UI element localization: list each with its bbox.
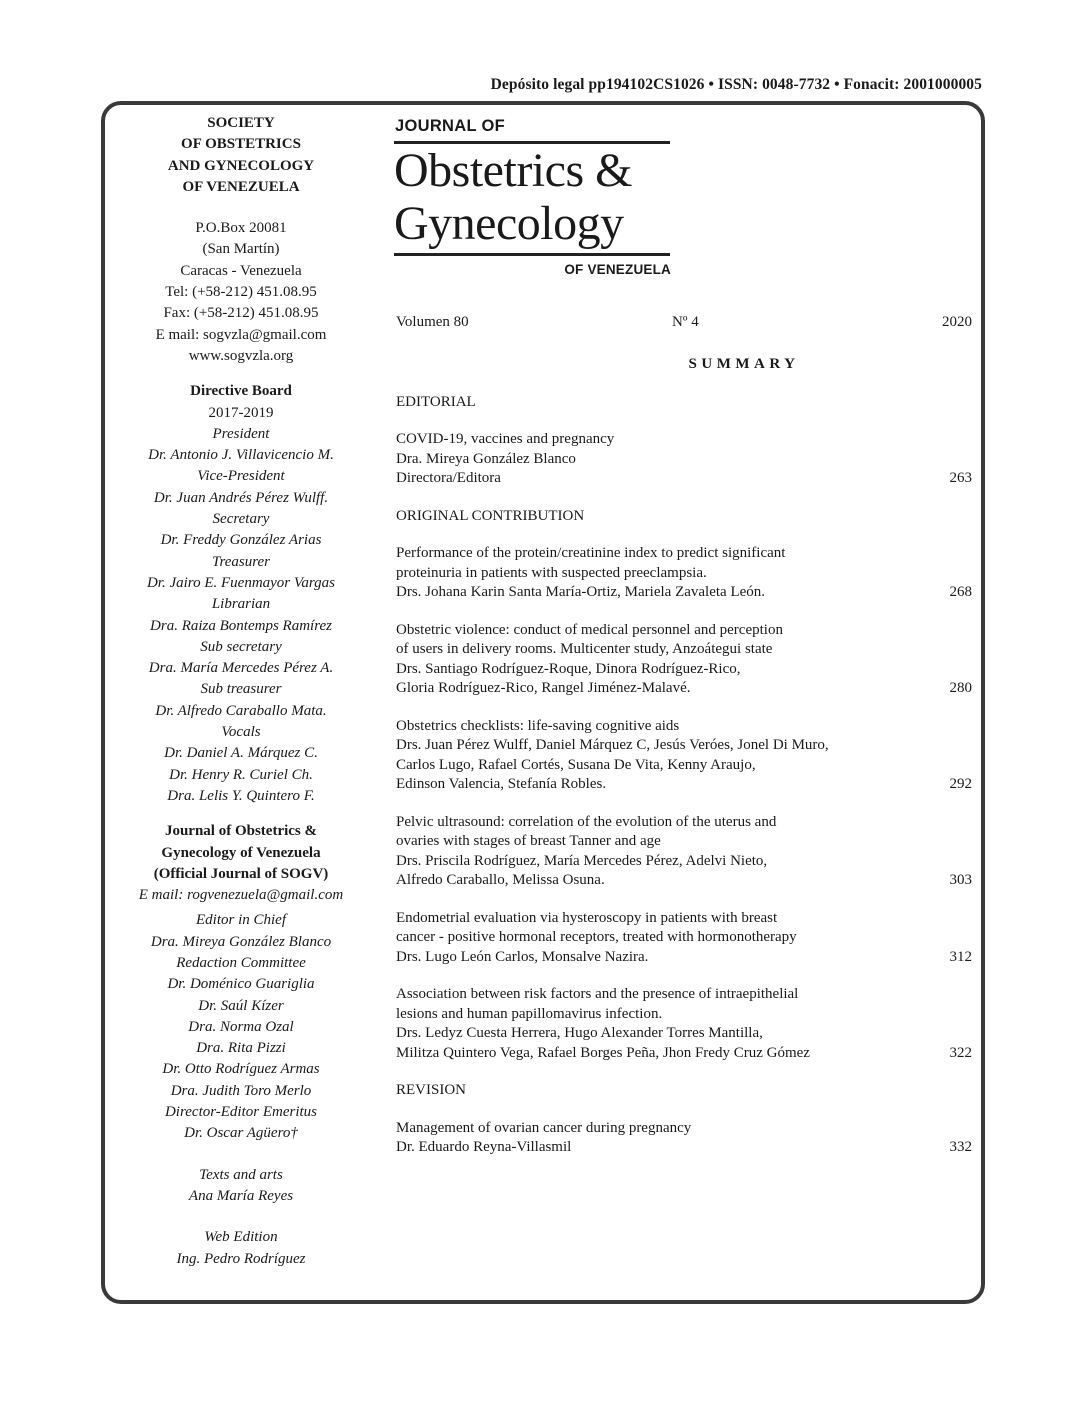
editorial-staff xyxy=(102,910,380,1144)
entry-text-line: Edinson Valencia, Stefanía Robles. xyxy=(396,776,607,792)
table-of-contents xyxy=(396,313,972,1158)
entry-text-line: Directora/Editora xyxy=(396,470,501,486)
entry-text-line: Dra. Mireya González Blanco xyxy=(396,450,576,467)
board-role: Vocals xyxy=(221,724,261,741)
staff-role: Editor in Chief xyxy=(196,912,286,929)
toc-entry xyxy=(396,813,972,891)
texts-and-arts xyxy=(102,1165,380,1208)
address-line: (San Martín) xyxy=(202,241,280,258)
entry-text-line: Drs. Santiago Rodríguez-Roque, Dinora Rodríguez-Rico, xyxy=(396,660,741,677)
board-member: Dra. Lelis Y. Quintero F. xyxy=(167,787,315,804)
entry-title-line: Management of ovarian cancer during pregnancy xyxy=(396,1119,692,1136)
section-heading: REVISION xyxy=(396,1082,466,1098)
board-role: President xyxy=(212,425,270,442)
society-line: SOCIETY xyxy=(207,115,275,131)
staff-member: Dra. Mireya González Blanco xyxy=(150,933,332,950)
society-address xyxy=(102,218,380,367)
journal-title-line: (Official Journal of SOGV) xyxy=(153,865,329,882)
page-number: 268 xyxy=(949,584,972,600)
staff-member: Dra. Rita Pizzi xyxy=(196,1040,286,1057)
entry-text-line: Drs. Ledyz Cuesta Herrera, Hugo Alexander Torres Mantilla, xyxy=(396,1025,763,1041)
entry-title-line: Performance of the protein/creatinine index to predict significant xyxy=(396,545,786,561)
website-line: www.sogvzla.org xyxy=(188,347,294,364)
entry-text-line: Militza Quintero Vega, Rafael Borges Peña, Jhon Fredy Cruz Gómez xyxy=(396,1044,810,1061)
board-member: Dr. Antonio J. Villavicencio M. xyxy=(148,447,334,464)
entry-title-line: Endometrial evaluation via hysteroscopy in patients with breast xyxy=(396,909,778,926)
society-line: OF VENEZUELA xyxy=(182,178,300,195)
issue-year: 2020 xyxy=(942,314,972,330)
masthead-title-line2: Gynecology xyxy=(394,197,624,250)
masthead-rule-bottom xyxy=(394,253,670,256)
issue-number: Nº 4 xyxy=(672,314,699,330)
toc-entry xyxy=(396,544,972,603)
entry-title-line: Pelvic ultrasound: correlation of the evolution of the uterus and xyxy=(396,813,777,830)
staff-member: Dr. Doménico Guariglia xyxy=(167,976,315,993)
board-role: Librarian xyxy=(211,596,271,613)
entry-text-line: Drs. Juan Pérez Wulff, Daniel Márquez C, Jesús Veróes, Jonel Di Muro, xyxy=(396,737,829,753)
page-number: 332 xyxy=(949,1139,972,1155)
summary-heading: SUMMARY xyxy=(688,356,800,372)
staff-member: Dr. Oscar Agüero† xyxy=(184,1125,298,1142)
toc-entry xyxy=(396,985,972,1063)
board-member: Dr. Alfredo Caraballo Mata. xyxy=(155,702,327,719)
entry-text-line: Carlos Lugo, Rafael Cortés, Susana De Vita, Kenny Araujo, xyxy=(396,756,756,773)
board-member: Dr. Freddy González Arias xyxy=(160,532,322,549)
phone-line: Tel: (+58-212) 451.08.95 xyxy=(165,284,317,301)
entry-text-line: ovaries with stages of breast Tanner and age xyxy=(396,833,661,849)
web-edition xyxy=(102,1227,380,1270)
entry-text-line: cancer - positive hormonal receptors, treated with hormonotherapy xyxy=(396,929,797,945)
society-name xyxy=(102,113,380,198)
entry-text-line: of users in delivery rooms. Multicenter study, Anzoátegui state xyxy=(396,641,773,657)
web-edition-name: Ing. Pedro Rodríguez xyxy=(176,1250,306,1267)
section-heading: ORIGINAL CONTRIBUTION xyxy=(396,507,585,524)
board-member: Dra. María Mercedes Pérez A. xyxy=(148,660,334,677)
legal-deposit-line: Depósito legal pp194102CS1026 • ISSN: 0048-7732 • Fonacit: 2001000005 xyxy=(490,76,982,93)
page-number: 312 xyxy=(949,948,972,965)
entry-text-line: Dr. Eduardo Reyna-Villasmil xyxy=(396,1139,572,1155)
web-edition-label: Web Edition xyxy=(204,1229,278,1246)
entry-title-line: Association between risk factors and the presence of intraepithelial xyxy=(396,986,799,1002)
board-role: Sub treasurer xyxy=(200,681,282,698)
board-role: Sub secretary xyxy=(200,638,282,655)
board-title: Directive Board xyxy=(190,383,292,400)
texts-arts-label: Texts and arts xyxy=(199,1166,283,1183)
board-member: Dra. Raiza Bontemps Ramírez xyxy=(150,617,332,634)
staff-member: Dra. Norma Ozal xyxy=(188,1018,294,1035)
page-number: 263 xyxy=(949,470,972,486)
page-number: 292 xyxy=(949,776,972,792)
page-number: 322 xyxy=(949,1044,972,1061)
entry-text-line: lesions and human papillomavirus infection. xyxy=(396,1005,663,1022)
toc-entry xyxy=(396,1119,972,1158)
board-member: Dr. Juan Andrés Pérez Wulff. xyxy=(153,489,329,506)
toc-entry xyxy=(396,621,972,699)
texts-arts-name: Ana María Reyes xyxy=(188,1187,294,1204)
journal-title-line: Gynecology of Venezuela xyxy=(161,844,321,861)
entry-text-line: Drs. Lugo León Carlos, Monsalve Nazira. xyxy=(396,948,649,965)
toc-entry xyxy=(396,717,972,795)
entry-text-line: Drs. Priscila Rodríguez, María Mercedes Pérez, Adelvi Nieto, xyxy=(396,852,768,869)
page-number: 280 xyxy=(949,680,972,696)
staff-member: Dra. Judith Toro Merlo xyxy=(170,1082,312,1099)
volume-label: Volumen 80 xyxy=(396,314,469,330)
directive-board xyxy=(102,381,380,807)
board-role: Treasurer xyxy=(211,553,271,570)
entry-text-line: Gloria Rodríguez-Rico, Rangel Jiménez-Malavé. xyxy=(396,680,691,696)
board-role: Secretary xyxy=(212,511,270,528)
entry-title-line: COVID-19, vaccines and pregnancy xyxy=(396,431,615,447)
entry-title-line: Obstetrics checklists: life-saving cognitive aids xyxy=(396,717,680,734)
entry-title-line: Obstetric violence: conduct of medical personnel and perception xyxy=(396,621,783,638)
board-role: Vice-President xyxy=(197,468,285,485)
fax-line: Fax: (+58-212) 451.08.95 xyxy=(163,305,319,322)
staff-member: Dr. Otto Rodríguez Armas xyxy=(162,1061,320,1078)
staff-member: Dr. Saúl Kízer xyxy=(198,997,284,1014)
toc-sections xyxy=(396,393,972,1158)
of-venezuela-label: OF VENEZUELA xyxy=(564,262,671,277)
society-line: OF OBSTETRICS xyxy=(181,136,301,153)
board-years: 2017-2019 xyxy=(208,404,274,421)
journal-title-line: Journal of Obstetrics & xyxy=(164,823,318,840)
journal-of-label: JOURNAL OF xyxy=(395,117,505,135)
address-line: P.O.Box 20081 xyxy=(195,220,287,237)
sidebar xyxy=(102,113,380,1270)
board-member: Dr. Henry R. Curiel Ch. xyxy=(169,766,313,783)
journal-info xyxy=(102,821,380,906)
masthead-title-line1: Obstetrics & xyxy=(394,144,632,197)
board-member: Dr. Jairo E. Fuenmayor Vargas xyxy=(146,574,336,591)
address-line: Caracas - Venezuela xyxy=(180,262,302,279)
staff-role: Director-Editor Emeritus xyxy=(164,1104,318,1121)
section-heading: EDITORIAL xyxy=(396,393,476,410)
issue-info xyxy=(396,313,972,335)
society-line: AND GYNECOLOGY xyxy=(167,157,315,174)
board-member: Dr. Daniel A. Márquez C. xyxy=(164,745,318,762)
page-number: 303 xyxy=(949,872,972,888)
journal-email: E mail: rogvenezuela@gmail.com xyxy=(138,887,344,904)
entry-text-line: Alfredo Caraballo, Melissa Osuna. xyxy=(396,872,605,888)
toc-entry xyxy=(396,430,972,489)
staff-role: Redaction Committee xyxy=(176,954,306,971)
entry-text-line: proteinuria in patients with suspected preeclampsia. xyxy=(396,564,707,581)
toc-entry xyxy=(396,909,972,968)
email-line: E mail: sogvzla@gmail.com xyxy=(155,326,327,343)
entry-text-line: Drs. Johana Karin Santa María-Ortiz, Mariela Zavaleta León. xyxy=(396,584,766,600)
